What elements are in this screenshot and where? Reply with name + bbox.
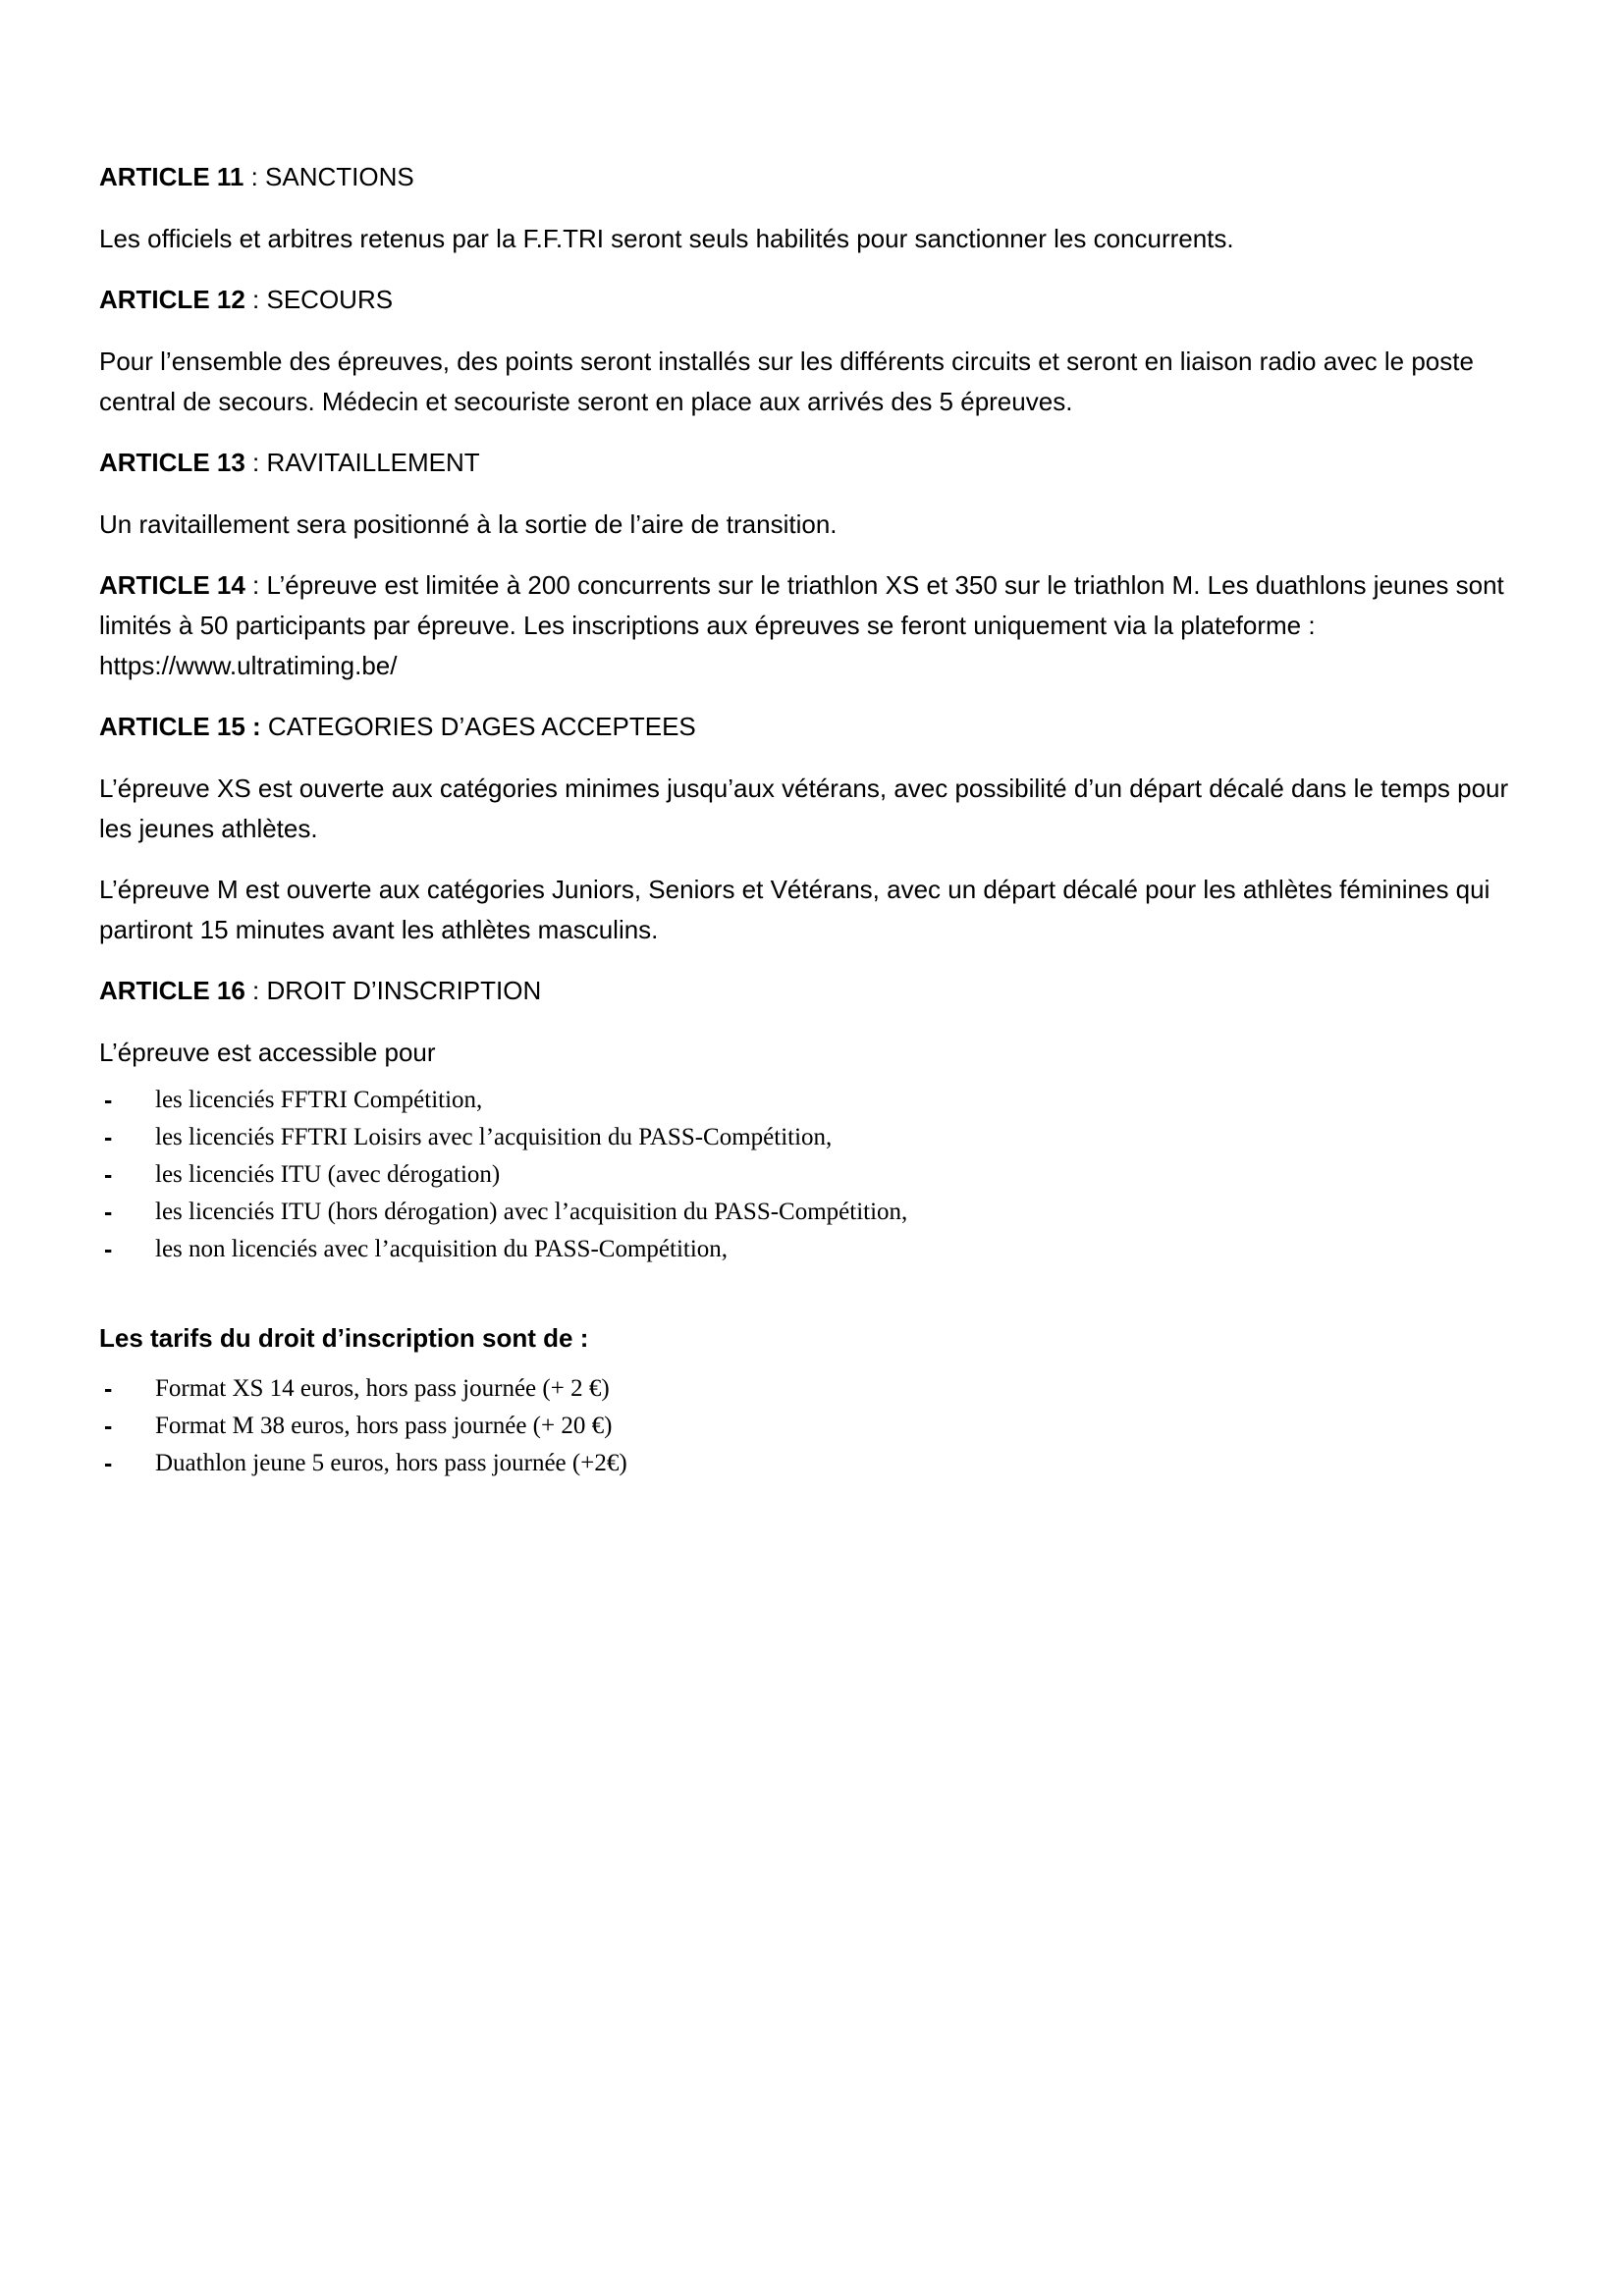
article-13-label: ARTICLE 13 xyxy=(99,448,245,477)
article-12-title: SECOURS xyxy=(266,285,394,314)
article-12-separator: : xyxy=(244,285,267,314)
article-11-label: ARTICLE 11 xyxy=(99,162,244,191)
document-page xyxy=(99,157,1533,1482)
article-16-title: DROIT D’INSCRIPTION xyxy=(266,976,542,1005)
article-12-label: ARTICLE 12 xyxy=(99,285,245,314)
article-11-title: SANCTIONS xyxy=(265,162,414,191)
tarifs-list xyxy=(99,1370,1533,1482)
bullet-dash: - xyxy=(104,1087,113,1114)
bullet-dash: - xyxy=(104,1413,113,1440)
article-12-heading xyxy=(99,280,1533,320)
list-item xyxy=(99,1194,1533,1231)
list-item-text: les licenciés FFTRI Loisirs avec l’acquisition du PASS-Compétition, xyxy=(155,1124,833,1150)
list-item xyxy=(99,1370,1533,1408)
list-item xyxy=(99,1445,1533,1482)
article-16-separator: : xyxy=(244,976,267,1005)
article-12-text: Pour l’ensemble des épreuves, des points seront installés sur les différents circuits et seront en liaison radio avec le poste central de secours. Médecin et secouriste seront en place aux arrivés des 5 épreuves. xyxy=(99,347,1474,416)
article-16-intro: L’épreuve est accessible pour xyxy=(99,1038,436,1067)
article-14-label: ARTICLE 14 xyxy=(99,570,245,600)
list-item-text: les licenciés FFTRI Compétition, xyxy=(155,1087,483,1113)
article-11-text: Les officiels et arbitres retenus par la F.F.TRI seront seuls habilités pour sanctionner les concurrents. xyxy=(99,224,1234,253)
bullet-dash: - xyxy=(104,1450,113,1477)
article-14-paragraph xyxy=(99,565,1533,686)
article-15-text-m: L’épreuve M est ouverte aux catégories Juniors, Seniors et Vétérans, avec un départ décalé pour les athlètes féminines qui partiront 15 minutes avant les athlètes masculins. xyxy=(99,875,1490,944)
article-16-heading xyxy=(99,971,1533,1011)
article-11-separator: : xyxy=(244,162,266,191)
bullet-dash: - xyxy=(104,1161,113,1189)
list-item-text: les licenciés ITU (avec dérogation) xyxy=(155,1161,501,1188)
list-item xyxy=(99,1082,1533,1119)
licences-list xyxy=(99,1082,1533,1268)
article-15-heading xyxy=(99,707,1533,747)
tarifs-heading: Les tarifs du droit d’inscription sont de : xyxy=(99,1323,589,1353)
article-15-label: ARTICLE 15 : xyxy=(99,712,261,741)
article-13-title: RAVITAILLEMENT xyxy=(266,448,480,477)
bullet-dash: - xyxy=(104,1124,113,1151)
article-13-heading xyxy=(99,443,1533,483)
list-item-text: Duathlon jeune 5 euros, hors pass journée (+2€) xyxy=(155,1450,627,1476)
list-item-text: les non licenciés avec l’acquisition du PASS-Compétition, xyxy=(155,1236,729,1262)
bullet-dash: - xyxy=(104,1199,113,1226)
bullet-dash: - xyxy=(104,1236,113,1263)
article-15-title: CATEGORIES D’AGES ACCEPTEES xyxy=(260,712,696,741)
list-item xyxy=(99,1231,1533,1268)
list-item-text: Format M 38 euros, hors pass journée (+ 20 €) xyxy=(155,1413,613,1439)
list-item xyxy=(99,1119,1533,1156)
article-13-text: Un ravitaillement sera positionné à la sortie de l’aire de transition. xyxy=(99,509,838,539)
bullet-dash: - xyxy=(104,1375,113,1403)
article-11-heading xyxy=(99,157,1533,197)
article-13-separator: : xyxy=(244,448,267,477)
article-16-label: ARTICLE 16 xyxy=(99,976,245,1005)
list-item-text: les licenciés ITU (hors dérogation) avec l’acquisition du PASS-Compétition, xyxy=(155,1199,908,1225)
article-15-text-xs: L’épreuve XS est ouverte aux catégories minimes jusqu’aux vétérans, avec possibilité d’un départ décalé dans le temps pour les jeunes athlètes. xyxy=(99,774,1509,843)
list-item-text: Format XS 14 euros, hors pass journée (+ 2 €) xyxy=(155,1375,610,1402)
list-item xyxy=(99,1156,1533,1194)
article-14-text: : L’épreuve est limitée à 200 concurrents sur le triathlon XS et 350 sur le triathlon M. Les duathlons jeunes sont limités à 50 participants par épreuve. Les inscriptions aux épreuves se feront uniquement via la plateforme : https://www.ultratiming.be/ xyxy=(99,570,1504,680)
list-item xyxy=(99,1408,1533,1445)
